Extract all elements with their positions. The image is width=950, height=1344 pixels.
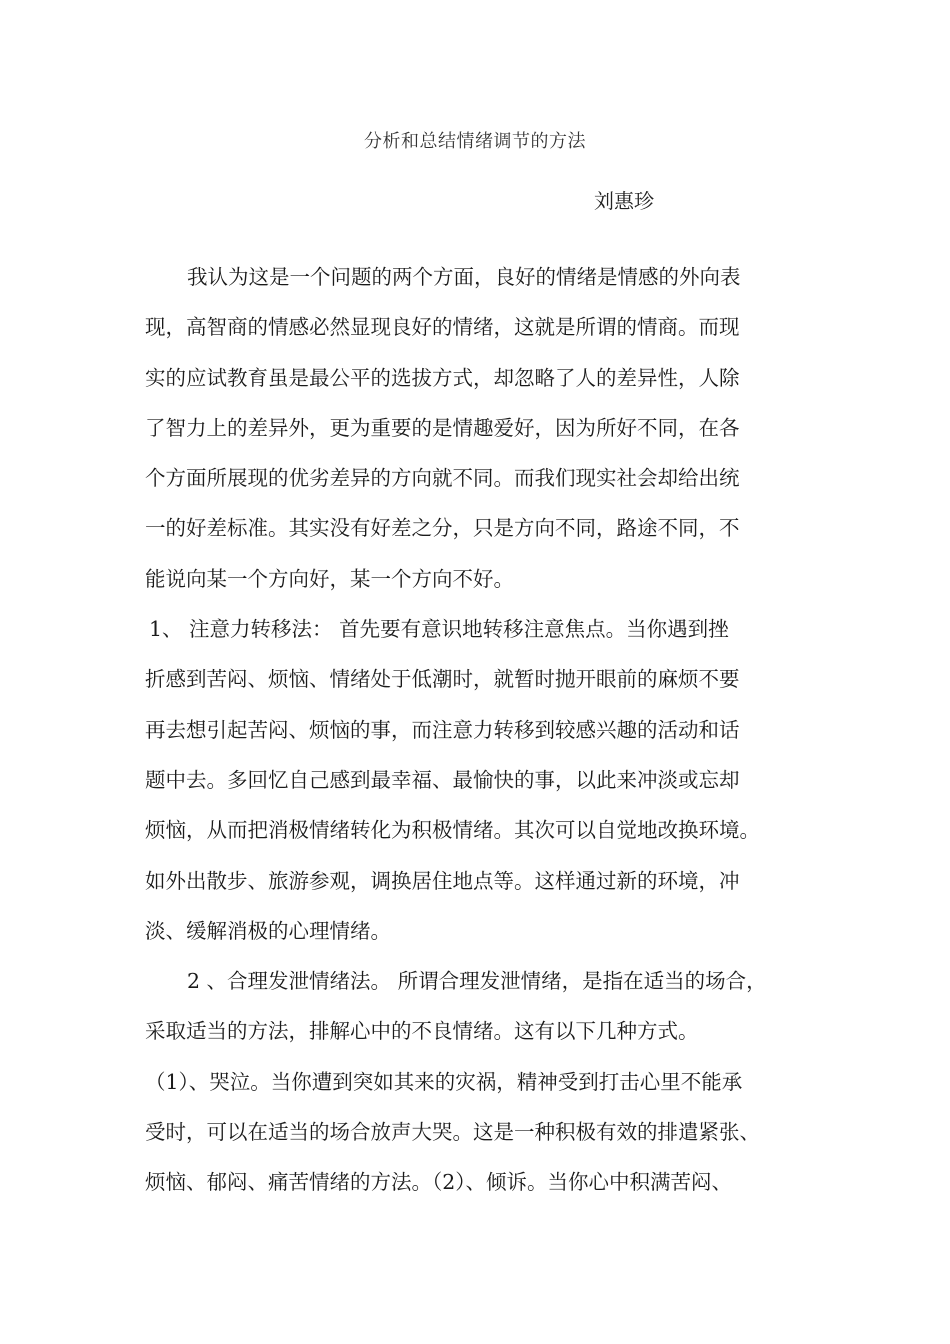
paragraph-line: （1）、哭泣。当你遭到突如其来的灾祸，精神受到打击心里不能承 <box>145 1069 743 1094</box>
document-body <box>145 258 825 1214</box>
paragraph-line: 题中去。多回忆自己感到最幸福、最愉快的事，以此来冲淡或忘却 <box>145 767 740 792</box>
paragraph-line: 如外出散步、旅游参观，调换居住地点等。这样通过新的环境，冲 <box>145 868 740 893</box>
document-title: 分析和总结情绪调节的方法 <box>364 131 586 152</box>
paragraph-line: 1、 注意力转移法： 首先要有意识地转移注意焦点。当你遇到挫 <box>149 617 729 642</box>
paragraph-line: 实的应试教育虽是最公平的选拔方式，却忽略了人的差异性，人除 <box>145 365 740 390</box>
paragraph-line: 了智力上的差异外，更为重要的是情趣爱好，因为所好不同，在各 <box>145 415 740 440</box>
paragraph-line: 个方面所展现的优劣差异的方向就不同。而我们现实社会却给出统 <box>145 466 740 491</box>
paragraph-line: 再去想引起苦闷、烦恼的事，而注意力转移到较感兴趣的活动和话 <box>145 717 740 742</box>
paragraph-line: 淡、缓解消极的心理情绪。 <box>145 918 391 943</box>
paragraph-line: 能说向某一个方向好，某一个方向不好。 <box>145 566 514 591</box>
paragraph-line: 我认为这是一个问题的两个方面，良好的情绪是情感的外向表 <box>187 265 741 289</box>
paragraph-line: 采取适当的方法，排解心中的不良情绪。这有以下几种方式。 <box>145 1019 699 1044</box>
paragraph-line: 一的好差标准。其实没有好差之分，只是方向不同，路途不同，不 <box>145 516 740 541</box>
document-author: 刘惠珍 <box>594 189 654 213</box>
paragraph-line: 烦恼，从而把消极情绪转化为积极情绪。其次可以自觉地改换环境。 <box>145 818 760 843</box>
paragraph-line: 烦恼、郁闷、痛苦情绪的方法。（2）、倾诉。当你心中积满苦闷、 <box>145 1170 733 1195</box>
paragraph-line: 折感到苦闷、烦恼、情绪处于低潮时，就暂时抛开眼前的麻烦不要 <box>145 667 740 692</box>
paragraph-line: 2 、合理发泄情绪法。 所谓合理发泄情绪，是指在适当的场合， <box>187 969 767 994</box>
paragraph-line: 受时，可以在适当的场合放声大哭。这是一种积极有效的排遣紧张、 <box>145 1120 760 1145</box>
paragraph-line: 现，高智商的情感必然显现良好的情绪，这就是所谓的情商。而现 <box>145 315 740 340</box>
